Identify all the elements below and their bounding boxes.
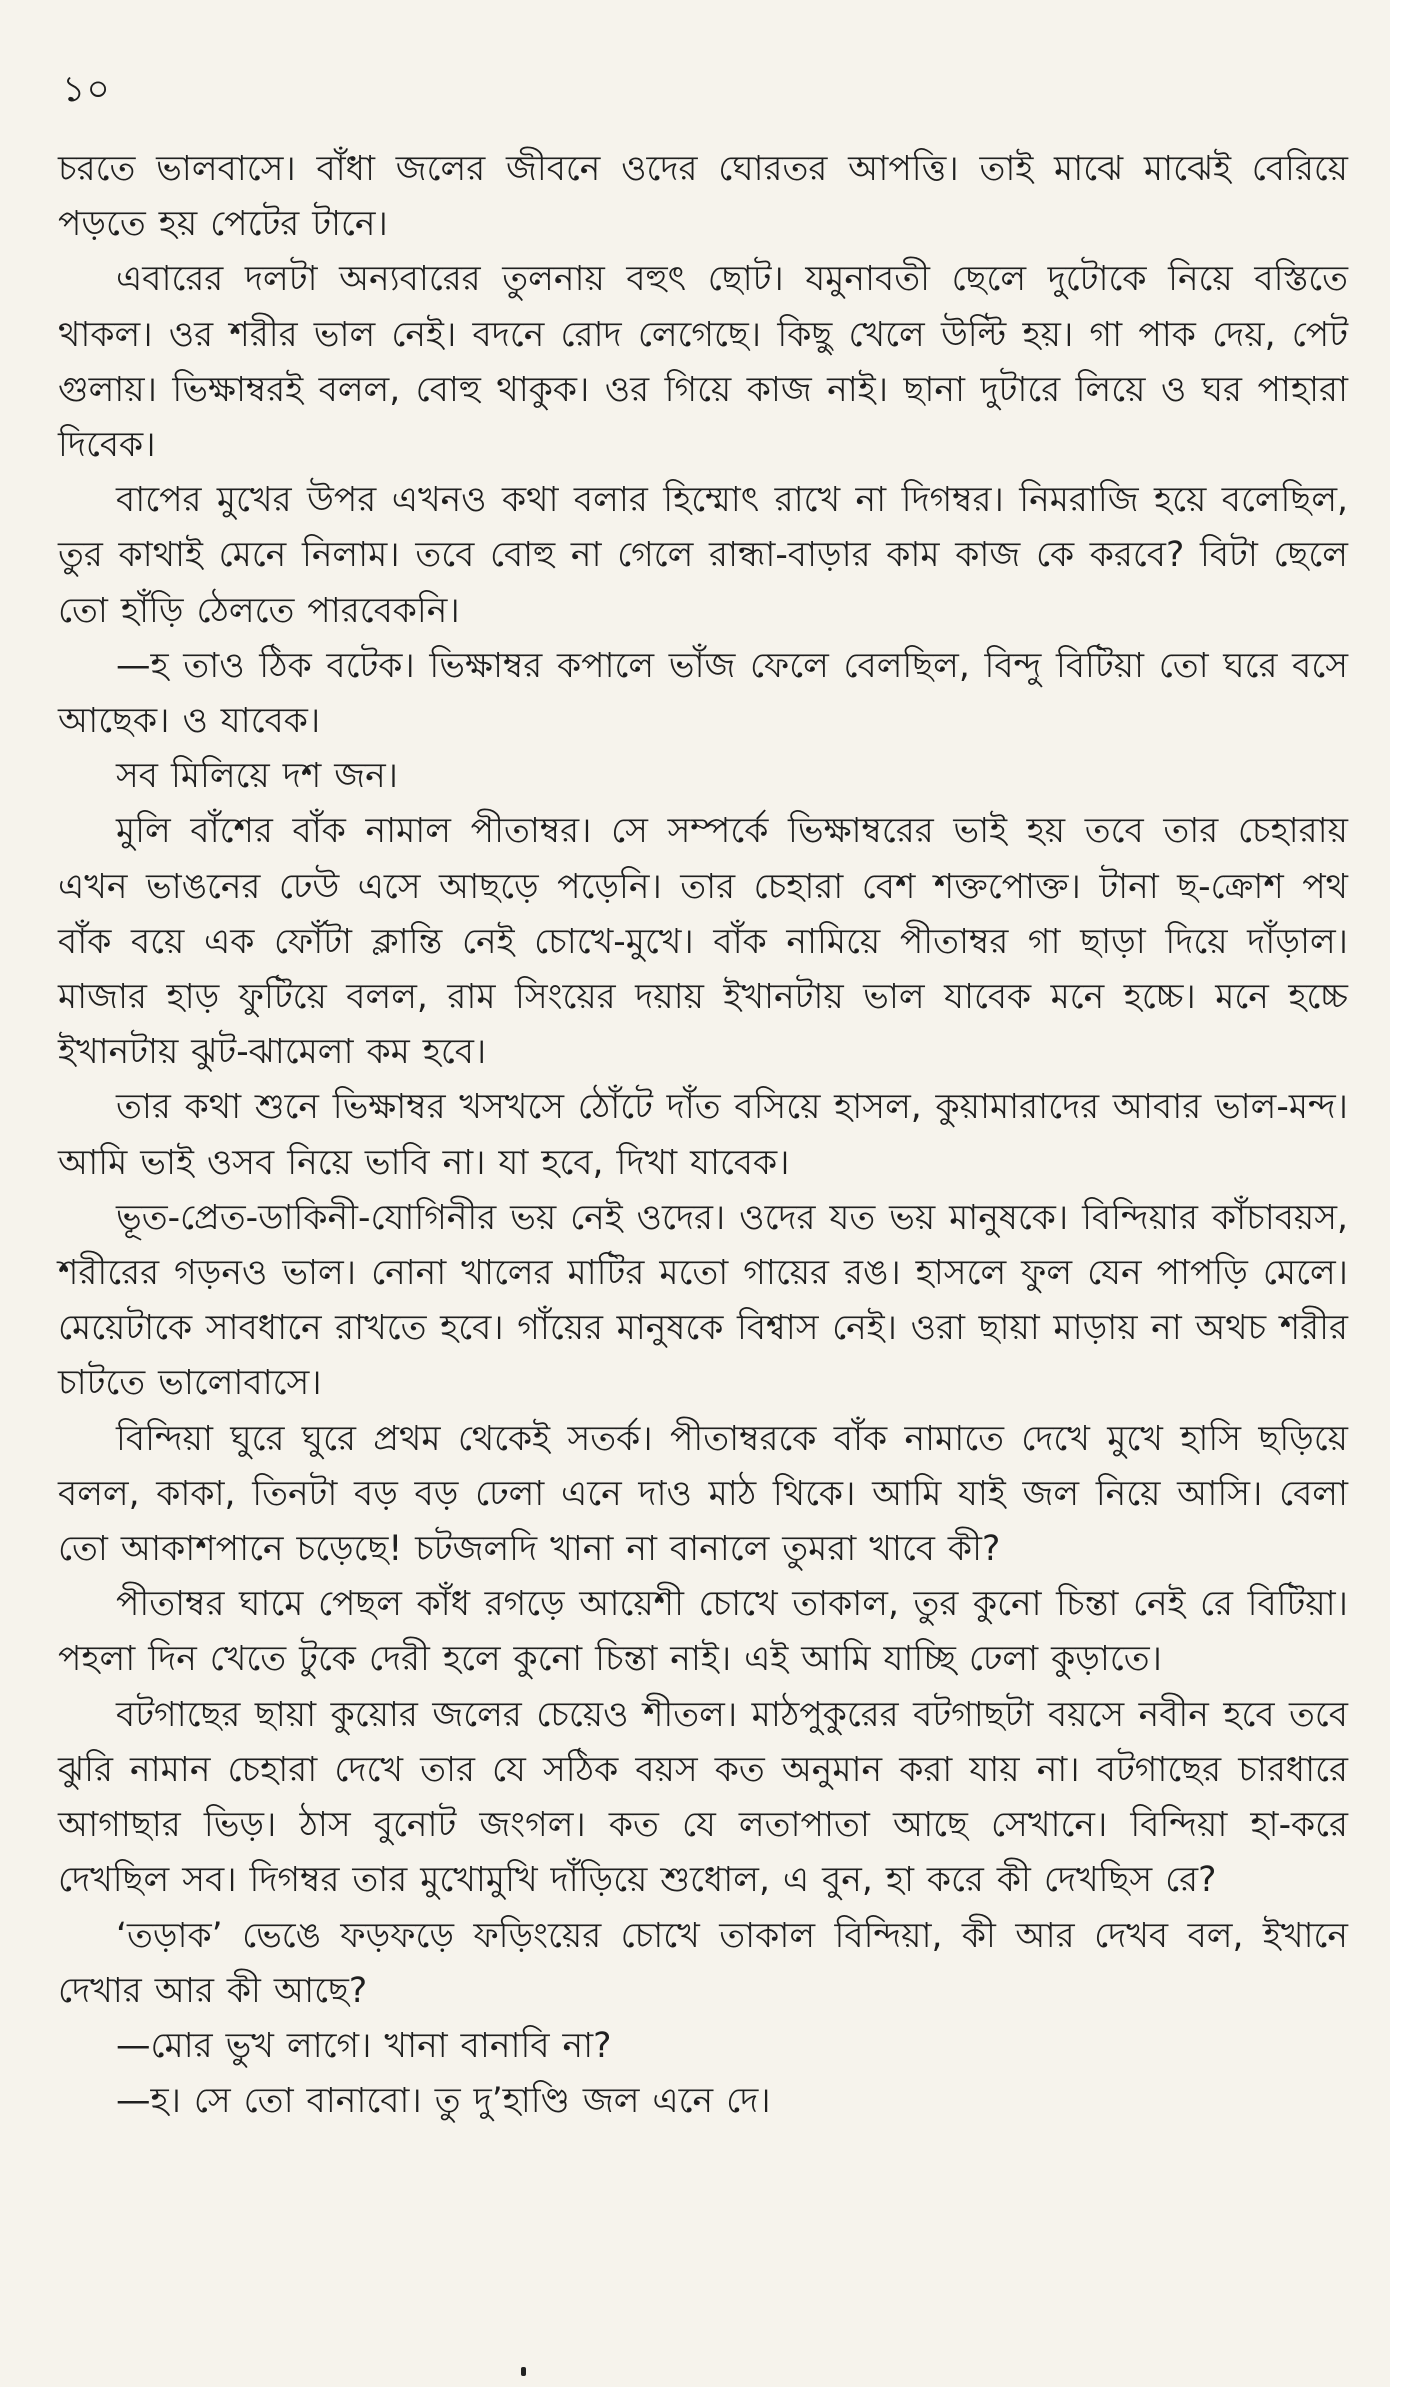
paragraph-3: বাপের মুখের উপর এখনও কথা বলার হিম্মোৎ রাখে না দিগম্বর। নিমরাজি হয়ে বলেছিল, তুর কাথাই মেনে নিলাম। তবে বোহু না গেলে রান্ধা-বাড়ার কাম কাজ কে করবে? বিটা ছেলে তো হাঁড়ি ঠেলতে পারবেকনি।	[58, 480, 1348, 631]
paragraph-1: চরতে ভালবাসে। বাঁধা জলের জীবনে ওদের ঘোরতর আপত্তি। তাই মাঝে মাঝেই বেরিয়ে পড়তে হয় পেটের টানে।	[58, 149, 1348, 245]
paragraph-7: তার কথা শুনে ভিক্ষাম্বর খসখসে ঠোঁটে দাঁত বসিয়ে হাসল, কুয়ামারাদের আবার ভাল-মন্দ। আমি ভাই ওসব নিয়ে ভাবি না। যা হবে, দিখা যাবেক।	[58, 1087, 1348, 1183]
paragraph-14: —হ। সে তো বানাবো। তু দু’হাণ্ডি জল এনে দে।	[116, 2081, 771, 2122]
page-text-body	[58, 142, 1348, 2129]
paragraph-13: —মোর ভুখ লাগে। খানা বানাবি না?	[116, 2025, 612, 2066]
paragraph-9: বিন্দিয়া ঘুরে ঘুরে প্রথম থেকেই সতর্ক। পীতাম্বরকে বাঁক নামাতে দেখে মুখে হাসি ছড়িয়ে বলল, কাকা, তিনটা বড় বড় ঢেলা এনে দাও মাঠ থিকে। আমি যাই জল নিয়ে আসি। বেলা তো আকাশপানে চড়েছে! চটজলদি খানা না বানালে তুমরা খাবে কী?	[58, 1418, 1348, 1570]
scan-margin	[1390, 0, 1411, 2387]
paragraph-2: এবারের দলটা অন্যবারের তুলনায় বহুৎ ছোট। যমুনাবতী ছেলে দুটোকে নিয়ে বস্তিতে থাকল। ওর শরীর ভাল নেই। বদনে রোদ লেগেছে। কিছু খেলে উল্টি হয়। গা পাক দেয়, পেট গুলায়। ভিক্ষাম্বরই বলল, বোহু থাকুক। ওর গিয়ে কাজ নাই। ছানা দুটারে লিয়ে ও ঘর পাহারা দিবেক।	[58, 259, 1348, 466]
paragraph-4: —হ তাও ঠিক বটেক। ভিক্ষাম্বর কপালে ভাঁজ ফেলে বেলছিল, বিন্দু বিটিয়া তো ঘরে বসে আছেক। ও যাবেক।	[58, 645, 1348, 742]
paragraph-10: পীতাম্বর ঘামে পেছল কাঁধ রগড়ে আয়েশী চোখে তাকাল, তুর কুনো চিন্তা নেই রে বিটিয়া। পহলা দিন খেতে টুকে দেরী হলে কুনো চিন্তা নাই। এই আমি যাচ্ছি ঢেলা কুড়াতে।	[58, 1584, 1348, 1680]
paragraph-11: বটগাছের ছায়া কুয়োর জলের চেয়েও শীতল। মাঠপুকুরের বটগাছটা বয়সে নবীন হবে তবে ঝুরি নামান চেহারা দেখে তার যে সঠিক বয়স কত অনুমান করা যায় না। বটগাছের চারধারে আগাছার ভিড়। ঠাস বুনোট জংগল। কত যে লতাপাতা আছে সেখানে। বিন্দিয়া হা-করে দেখছিল সব। দিগম্বর তার মুখোমুখি দাঁড়িয়ে শুধোল, এ বুন, হা করে কী দেখছিস রে?	[58, 1694, 1348, 1901]
paragraph-12: ‘তড়াক’ ভেঙে ফড়ফড়ে ফড়িংয়ের চোখে তাকাল বিন্দিয়া, কী আর দেখব বল, ইখানে দেখার আর কী আছে?	[58, 1915, 1348, 2011]
paragraph-6: মুলি বাঁশের বাঁক নামাল পীতাম্বর। সে সম্পর্কে ভিক্ষাম্বরের ভাই হয় তবে তার চেহারায় এখন ভাঙনের ঢেউ এসে আছড়ে পড়েনি। তার চেহারা বেশ শক্তপোক্ত। টানা ছ-ক্রোশ পথ বাঁক বয়ে এক ফোঁটা ক্লান্তি নেই চোখে-মুখে। বাঁক নামিয়ে পীতাম্বর গা ছাড়া দিয়ে দাঁড়াল। মাজার হাড় ফুটিয়ে বলল, রাম সিংয়ের দয়ায় ইখানটায় ভাল যাবেক মনে হচ্চে। মনে হচ্চে ইখানটায় ঝুট-ঝামেলা কম হবে।	[58, 811, 1348, 1073]
page-number: ১০	[62, 69, 111, 110]
page-bottom-mark	[521, 2367, 526, 2376]
paragraph-8: ভূত-প্রেত-ডাকিনী-যোগিনীর ভয় নেই ওদের। ওদের যত ভয় মানুষকে। বিন্দিয়ার কাঁচাবয়স, শরীরের গড়নও ভাল। নোনা খালের মাটির মতো গায়ের রঙ। হাসলে ফুল যেন পাপড়ি মেলে। মেয়েটাকে সাবধানে রাখতে হবে। গাঁয়ের মানুষকে বিশ্বাস নেই। ওরা ছায়া মাড়ায় না অথচ শরীর চাটতে ভালোবাসে।	[58, 1197, 1348, 1404]
paragraph-5: সব মিলিয়ে দশ জন।	[116, 756, 399, 797]
